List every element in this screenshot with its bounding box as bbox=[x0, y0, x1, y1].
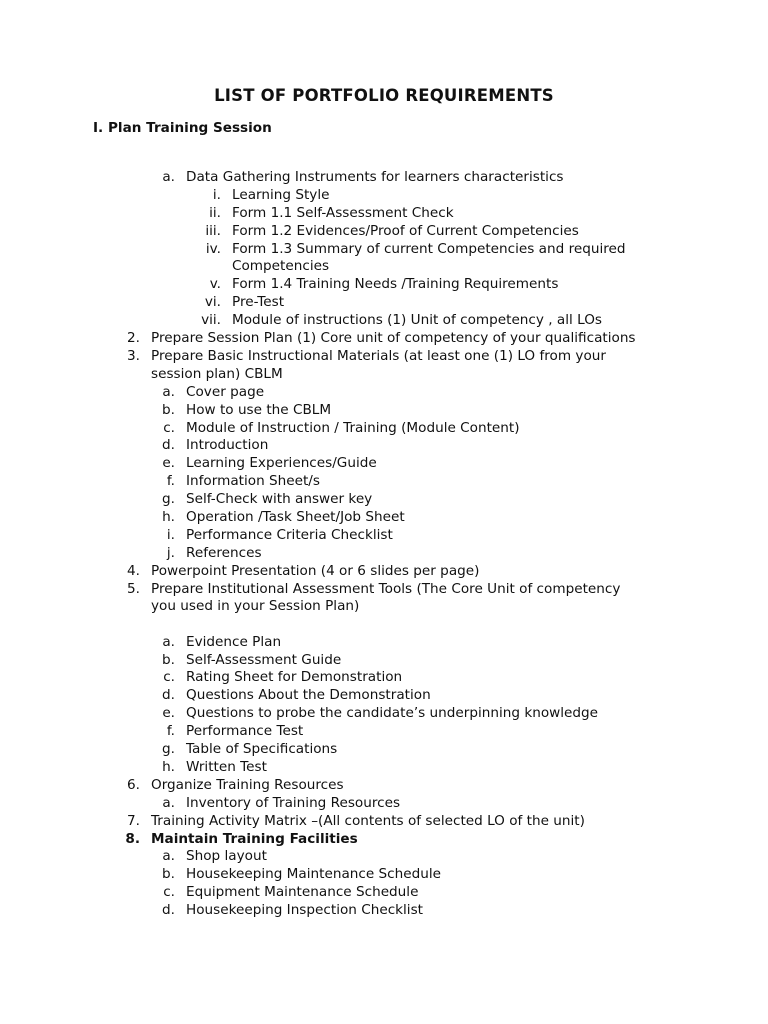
list-item: Table of Specifications bbox=[186, 741, 338, 757]
list-marker: e. bbox=[162, 455, 175, 471]
list-item: session plan) CBLM bbox=[151, 366, 283, 382]
list-item: Inventory of Training Resources bbox=[186, 795, 401, 811]
list-marker: vii. bbox=[201, 312, 221, 328]
list-item: Cover page bbox=[186, 384, 265, 400]
list-item: Performance Test bbox=[186, 723, 304, 739]
list-item: you used in your Session Plan) bbox=[151, 598, 360, 614]
list-item: Performance Criteria Checklist bbox=[186, 527, 393, 543]
list-item: Organize Training Resources bbox=[151, 777, 344, 793]
list-marker: a. bbox=[162, 848, 175, 864]
list-marker: c. bbox=[163, 420, 175, 436]
page-title: LIST OF PORTFOLIO REQUIREMENTS bbox=[214, 86, 554, 105]
list-marker: d. bbox=[162, 437, 175, 453]
list-item: How to use the CBLM bbox=[186, 402, 332, 418]
list-marker: 6. bbox=[127, 777, 140, 793]
list-item: Prepare Session Plan (1) Core unit of competency of your qualifications bbox=[151, 330, 636, 346]
list-item: Equipment Maintenance Schedule bbox=[186, 884, 419, 900]
list-marker: f. bbox=[166, 723, 175, 739]
list-marker: 2. bbox=[127, 330, 140, 346]
list-marker: v. bbox=[209, 276, 221, 292]
list-marker: c. bbox=[163, 884, 175, 900]
list-item: Module of instructions (1) Unit of competency , all LOs bbox=[232, 312, 602, 328]
list-marker: b. bbox=[162, 866, 175, 882]
list-item: Maintain Training Facilities bbox=[151, 831, 358, 847]
list-marker: d. bbox=[162, 902, 175, 918]
list-item: References bbox=[186, 545, 262, 561]
list-marker: 7. bbox=[127, 813, 140, 829]
list-item: Questions to probe the candidate’s underpinning knowledge bbox=[186, 705, 599, 721]
list-item: Housekeeping Inspection Checklist bbox=[186, 902, 424, 918]
list-item: Learning Experiences/Guide bbox=[186, 455, 377, 471]
list-item: Powerpoint Presentation (4 or 6 slides per page) bbox=[151, 563, 480, 579]
list-item: Form 1.3 Summary of current Competencies and required bbox=[232, 241, 626, 257]
list-item: Operation /Task Sheet/Job Sheet bbox=[186, 509, 405, 525]
list-marker: i. bbox=[166, 527, 175, 543]
list-marker: a. bbox=[162, 634, 175, 650]
list-marker: d. bbox=[162, 687, 175, 703]
list-marker: g. bbox=[162, 741, 175, 757]
list-marker: 5. bbox=[127, 581, 140, 597]
list-marker: g. bbox=[162, 491, 175, 507]
list-marker: f. bbox=[166, 473, 175, 489]
list-item: Learning Style bbox=[232, 187, 330, 203]
list-marker: h. bbox=[162, 509, 175, 525]
list-item: Training Activity Matrix –(All contents of selected LO of the unit) bbox=[151, 813, 585, 829]
list-item: Form 1.4 Training Needs /Training Requirements bbox=[232, 276, 559, 292]
list-marker: 4. bbox=[127, 563, 140, 579]
list-marker: i. bbox=[212, 187, 221, 203]
list-marker: a. bbox=[162, 795, 175, 811]
list-marker: b. bbox=[162, 402, 175, 418]
list-item: Data Gathering Instruments for learners characteristics bbox=[186, 169, 564, 185]
list-marker: e. bbox=[162, 705, 175, 721]
list-marker: h. bbox=[162, 759, 175, 775]
list-marker: ii. bbox=[209, 205, 221, 221]
list-item: Evidence Plan bbox=[186, 634, 282, 650]
list-item: Introduction bbox=[186, 437, 269, 453]
list-item: Questions About the Demonstration bbox=[186, 687, 431, 703]
list-item: Self-Assessment Guide bbox=[186, 652, 342, 668]
list-marker: 8. bbox=[125, 831, 140, 847]
list-marker: c. bbox=[163, 669, 175, 685]
list-marker: a. bbox=[162, 169, 175, 185]
list-marker: iii. bbox=[205, 223, 221, 239]
list-item: Module of Instruction / Training (Module Content) bbox=[186, 420, 520, 436]
list-item: Information Sheet/s bbox=[186, 473, 320, 489]
list-item: Prepare Institutional Assessment Tools (The Core Unit of competency bbox=[151, 581, 621, 597]
list-marker: iv. bbox=[205, 241, 221, 257]
list-item: Form 1.2 Evidences/Proof of Current Competencies bbox=[232, 223, 579, 239]
list-marker: a. bbox=[162, 384, 175, 400]
list-item: Rating Sheet for Demonstration bbox=[186, 669, 403, 685]
list-item: Housekeeping Maintenance Schedule bbox=[186, 866, 442, 882]
list-item: Prepare Basic Instructional Materials (at least one (1) LO from your bbox=[151, 348, 606, 364]
list-item: Written Test bbox=[186, 759, 267, 775]
list-item: Pre-Test bbox=[232, 294, 285, 310]
list-marker: j. bbox=[166, 545, 175, 561]
list-marker: vi. bbox=[204, 294, 221, 310]
section-heading: I. Plan Training Session bbox=[93, 120, 272, 136]
list-marker: 3. bbox=[127, 348, 140, 364]
list-item: Shop layout bbox=[186, 848, 267, 864]
list-item: Competencies bbox=[232, 258, 330, 274]
list-item: Self-Check with answer key bbox=[186, 491, 373, 507]
list-marker: b. bbox=[162, 652, 175, 668]
list-item: Form 1.1 Self-Assessment Check bbox=[232, 205, 454, 221]
